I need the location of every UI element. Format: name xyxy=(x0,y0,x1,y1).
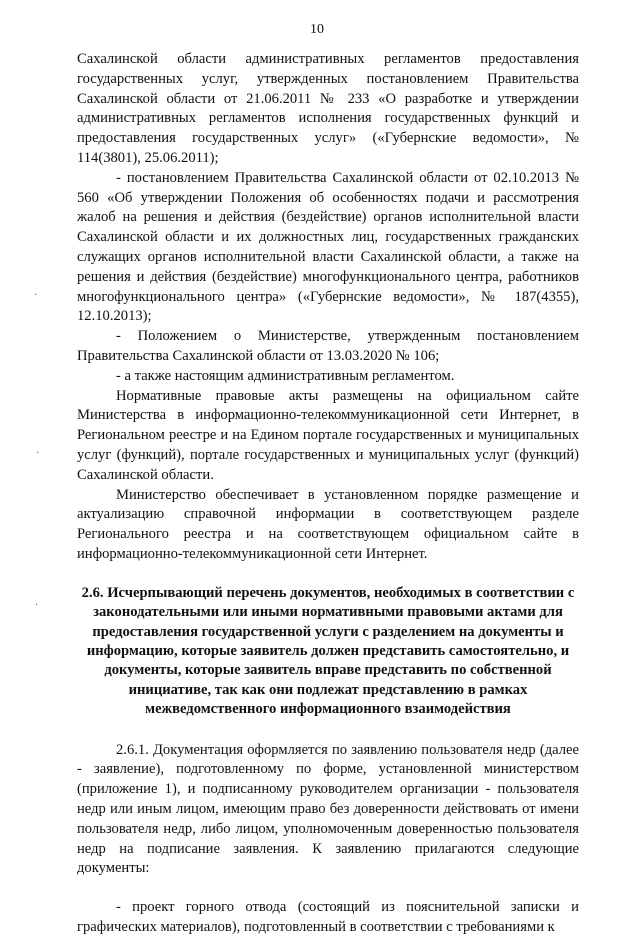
paragraph-list-item-admin-regulation: - а также настоящим административным регламентом. xyxy=(116,367,455,384)
paragraph-list-item-ministry-regulation: - Положением о Министерстве, утвержденным постановлением Правительства Сахалинской области от 13.03.2020 № 106; xyxy=(77,328,579,364)
section-heading-2-6: 2.6. Исчерпывающий перечень документов, необходимых в соответствии с законодательными или иными нормативными правовыми актами для предоставления государственной услуги с разделением на документы и информацию, которые заявитель должен представить самостоятельно, и документы, которые заявитель вправе представить по собственной инициативе, так как они подлежат представлению в рамках межведомственного информационного взаимодействия xyxy=(81,584,575,718)
paragraph-2-6-1: 2.6.1. Документация оформляется по заявлению пользователя недр (далее - заявление), подготовленному по форме, установленной министерством (приложение 1), и подписанному руководителем организации - пользователя недр или иным лицом, имеющим право без доверенности действовать от имени пользователя недр, либо лицом, уполномоченным доверенностью пользователя недр на подписание заявления. К заявлению прилагаются следующие документы: xyxy=(77,741,579,877)
scan-speck-mark: · xyxy=(35,600,39,611)
scan-speck-mark: · xyxy=(34,290,38,301)
spacer xyxy=(77,879,579,898)
document-body xyxy=(77,50,579,938)
scan-speck-mark: · xyxy=(36,448,40,459)
paragraph-ministry-ensures: Министерство обеспечивает в установленном порядке размещение и актуализацию справочной информации в соответствующем разделе Регионального реестра и на соответствующем официальном сайте в информационно-телекоммуникационной сети Интернет. xyxy=(77,486,579,562)
paragraph-continuation: Сахалинской области административных регламентов предоставления государственных услуг, утвержденных постановлением Правительства Сахалинской области от 21.06.2011 № 233 «О разработке и утверждении административных регламентов исполнения государственных функций и предоставления государственных услуг» («Губернские ведомости», № 114(3801), 25.06.2011); xyxy=(77,51,579,166)
paragraph-mining-allotment-project: - проект горного отвода (состоящий из пояснительной записки и графических материалов), подготовленный в соответствии с требованиями к xyxy=(77,899,579,935)
spacer xyxy=(77,720,579,741)
paragraph-legal-acts-published: Нормативные правовые акты размещены на официальном сайте Министерства в информационно-телекоммуникационной сети Интернет, в Региональном реестре и на Едином портале государственных и муниципальных услуг (функций), портале государственных и муниципальных услуг (функций) Сахалинской области. xyxy=(77,387,579,483)
paragraph-list-item-resolution-560: - постановлением Правительства Сахалинской области от 02.10.2013 № 560 «Об утверждении Положения об особенностях подачи и рассмотрения жалоб на решения и действия (бездействие) органов исполнительной власти Сахалинской области и их должностных лиц, государственных гражданских служащих органов исполнительной власти Сахалинской области, а также на решения и действия (бездействие) многофункционального центра, работников многофункционального центра» («Губернские ведомости», № 187(4355), 12.10.2013); xyxy=(77,169,579,325)
page-number: 10 xyxy=(310,22,324,37)
